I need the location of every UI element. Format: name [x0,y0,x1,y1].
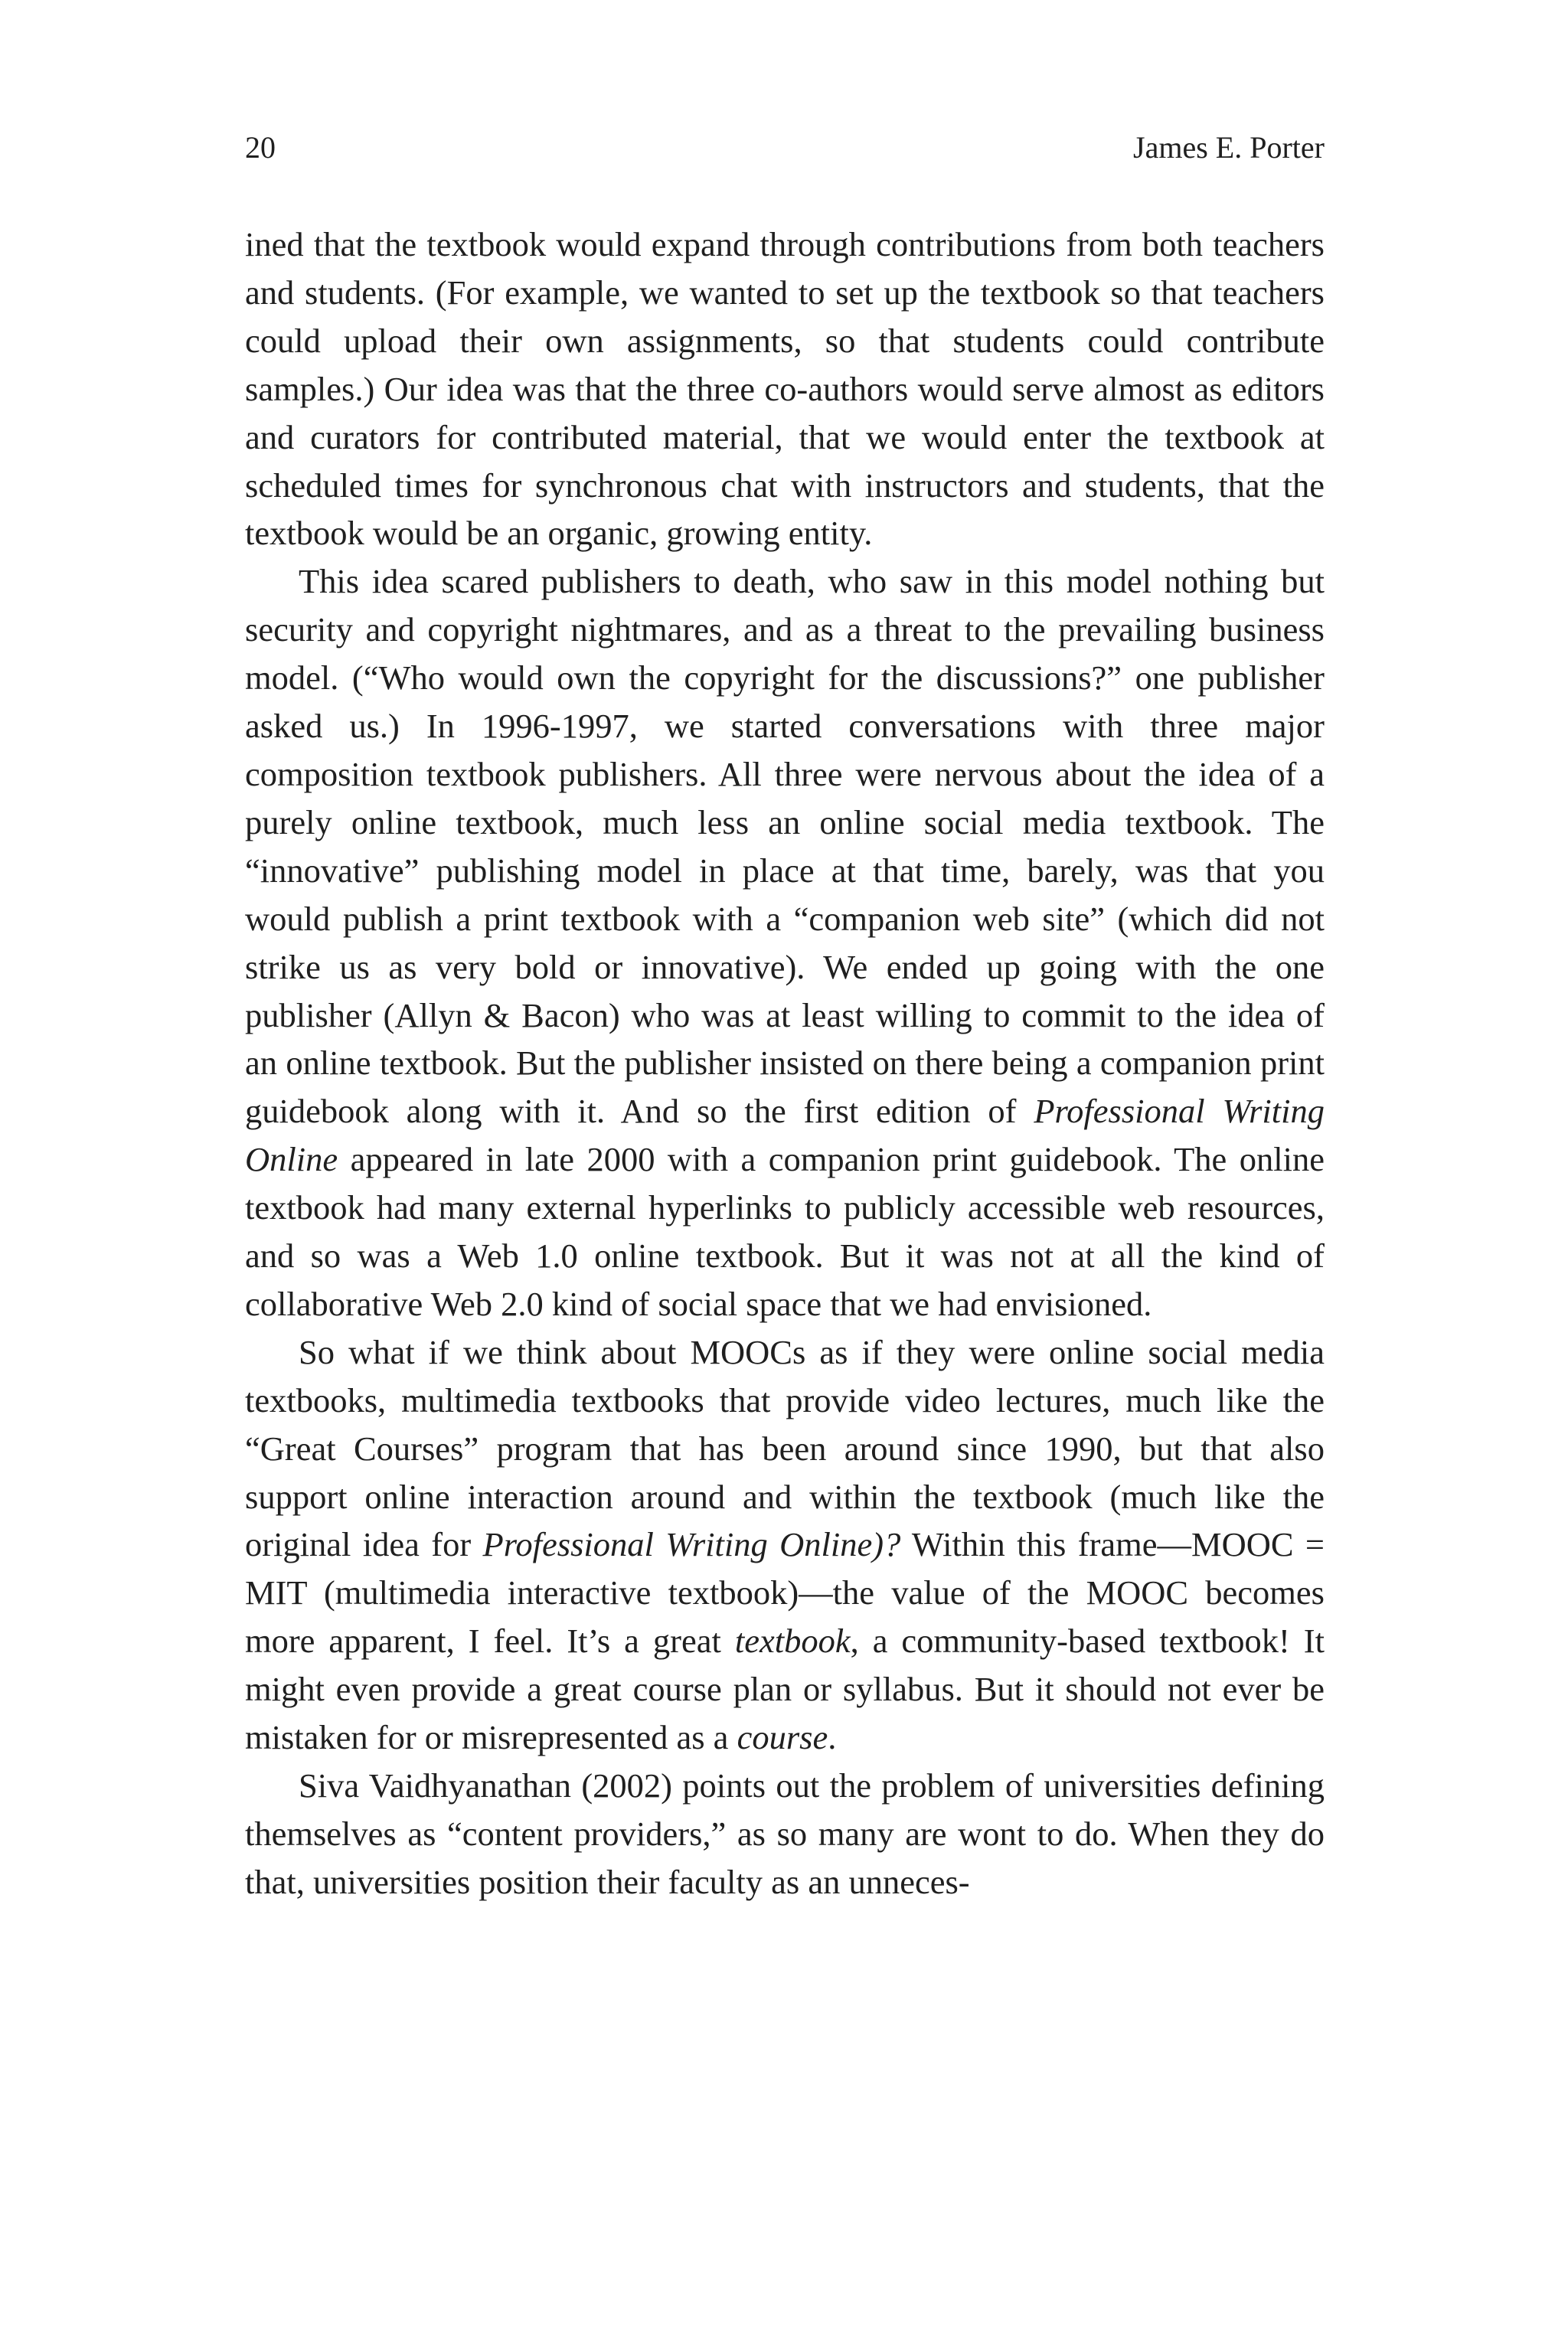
paragraph [245,557,1325,1328]
italic-text: course [737,1718,828,1757]
running-head [245,129,1325,167]
italic-text: textbook [734,1622,851,1661]
page-number: 20 [245,130,276,165]
paragraph [245,1328,1325,1762]
text-run: This idea scared publishers to death, who saw in this model nothing but security and copyright nightmares, and as a threat to the prevailing business model. (“Who would own the copyright for the discussions?” one publisher asked us.) In 1996-1997, we started conversations with three major composition textbook publishers. All three were nervous about the idea of a purely online textbook, much less an online social media textbook. The “innovative” publishing model in place at that time, barely, was that you would publish a print textbook with a “companion web site” (which did not strike us as very bold or innovative). We ended up going with the one publisher (Allyn & Bacon) who was at least willing to commit to the idea of an online textbook. But the publisher insisted on there being a companion print guidebook along with it. And so the first edition of [245,562,1325,1131]
text-run: appeared in late 2000 with a companion print guidebook. The online textbook had many external hyperlinks to publicly accessible web resources, and so was a Web 1.0 online textbook. But it was not at all the kind of collaborative Web 2.0 kind of social space that we had envisioned. [245,1140,1325,1323]
text-run: . [828,1718,837,1757]
paragraph [245,1762,1325,1906]
text-run: So what if we think about MOOCs as if they were online social media textbooks, multimedia textbooks that provide video lectures, much like the “Great Courses” program that has been around since 1990, but that also support online interaction around and within the textbook (much like the original idea for [245,1332,1325,1564]
text-run: Within this frame—MOOC = MIT (multimedia interactive textbook)—the value of the MOOC becomes more apparent, I feel. It’s a great [245,1525,1325,1661]
running-head-author: James E. Porter [1133,130,1325,165]
text-run: , a community-based textbook! It might even provide a great course plan or syllabus. But it should not ever be mistaken for or misrepresented as a [245,1622,1325,1757]
text-run: ined that the textbook would expand through contributions from both teachers and students. (For example, we wanted to set up the textbook so that teachers could upload their own assignments, so that students could contribute samples.) Our idea was that the three co-authors would serve almost as editors and curators for contributed material, that we would enter the textbook at scheduled times for synchronous chat with instructors and students, that the textbook would be an organic, growing entity. [245,225,1325,553]
paragraph [245,220,1325,557]
italic-text: Professional Writing Online [245,1092,1325,1179]
italic-text: Professional Writing Online)? [482,1525,901,1564]
text-run: Siva Vaidhyanathan (2002) points out the problem of universities defining themselves as “content providers,” as so many are wont to do. When they do that, universities position their faculty as an unneces- [245,1766,1325,1901]
body-text [245,220,1325,1906]
